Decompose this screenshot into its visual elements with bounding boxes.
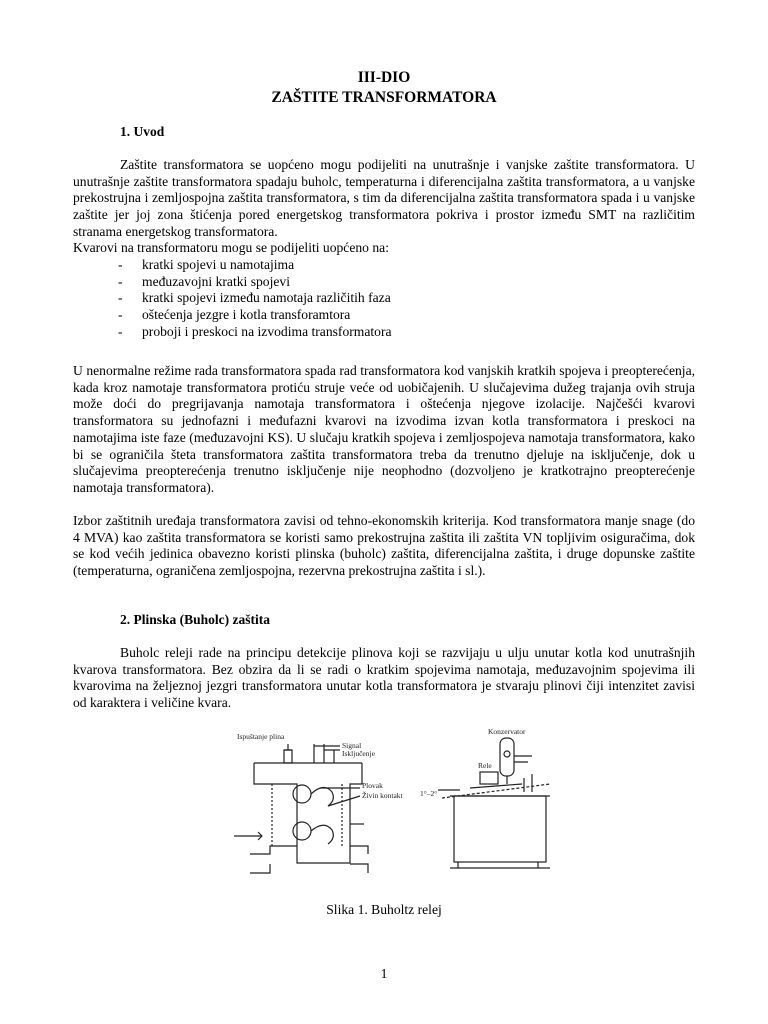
label-mercury-contact: Živin kontakt bbox=[362, 791, 403, 800]
section-heading-buholc: 2. Plinska (Buholc) zaštita bbox=[120, 612, 271, 627]
chapter-title: ZAŠTITE TRANSFORMATORA bbox=[271, 89, 497, 106]
fault-list bbox=[118, 257, 392, 341]
list-item: - proboji i preskoci na izvodima transformatora bbox=[118, 323, 392, 339]
paragraph-device-selection: Izbor zaštitnih uređaja transformatora zavisi od tehno-ekonomskih kriterija. Kod transformatora manje snage (do 4 MVA) kao zaštita transformatora se koristi samo prekostrujna zaštita ili zaštita VN topljivim osiguračima, dok se kod većih jedinica obavezno koristi plinska (buholc) zaštita, diferencijalna zaštita, i druge dopunske zaštite (temperaturna, ograničena zemljospojna, rezervna prekostrujna zaštita i sl.). bbox=[73, 513, 695, 579]
list-item: - kratki spojevi između namotaja različitih faza bbox=[118, 290, 391, 306]
paragraph-faults-intro: Kvarovi na transformatoru mogu se podijeliti uopćeno na: bbox=[73, 240, 389, 255]
list-item: - oštećenja jezgre i kotla transforamtora bbox=[118, 307, 351, 323]
label-relay: Rele bbox=[478, 761, 492, 770]
label-gas-release: Ispuštanje plina bbox=[237, 732, 285, 741]
paragraph-buholc: Buholc releji rade na principu detekcije plinova koji se razvijaju u ulju unutar kotla kod unutrašnjih kvarova transformatora. Bez obzira da li se radi o kratkim spojevima namotaja, međuzavojnim spojevima ili kvarovima na željeznoj jezgri transformatora unutar kotla transformatora je stvaraju plinovi čiji intenzitet zavisi od karaktera i veličine kvara. bbox=[73, 645, 695, 711]
list-item: - međuzavojni kratki spojevi bbox=[118, 273, 290, 289]
label-signal: Signal bbox=[342, 741, 362, 750]
list-item: - kratki spojevi u namotajima bbox=[118, 257, 295, 272]
label-float: Plovak bbox=[362, 781, 383, 790]
label-trip: Isključenje bbox=[342, 749, 375, 758]
label-conservator: Konzervator bbox=[488, 727, 526, 736]
chapter-number: III-DIO bbox=[357, 69, 411, 86]
section-heading-uvod: 1. Uvod bbox=[120, 124, 165, 139]
paragraph-intro: Zaštite transformatora se uopćeno mogu podijeliti na unutrašnje i vanjske zaštite transformatora. U unutrašnje zaštite transformatora spadaju buholc, temperaturna i diferencijalna zaštita transformatora, a u vanjske prekostrujna i zemljospojna zaštita transformatora, s tim da diferencijalna zaštita transformatora spada i u vanjske zaštite jer joj zona štićenja pored energetskog transformatora pokriva i prostor između SMT na različitim stranama energetskog transformatora. bbox=[73, 157, 695, 239]
buchholz-relay-figure bbox=[232, 726, 562, 878]
page-number: 1 bbox=[380, 966, 388, 981]
figure-caption: Slika 1. Buholtz relej bbox=[326, 902, 442, 917]
paragraph-abnormal-modes: U nenormalne režime rada transformatora spada rad transformatora kod vanjskih kratkih spojeva i preopterećenja, kada kroz namotaje transformatora protiću struje veće od uobičajenih. U slučajevima dužeg trajanja ovih struja može doći do pregrijavanja namotaja transformatora i oštećenja njegove izolacije. Najčešći kvarovi transformatora su jednofazni i međufazni kvarovi na izvodima izvan kotla transformatora i preskoci na namotajima iste faze (međuzavojni KS). U slučaju kratkih spojeva i zemljospojeva namotaja transformatora, kako bi se ograničila šteta transformatora zaštita transformatora treba da trenutno djeluje na isključenje, dok u slučajevima preopterećenja trenutno isključenje nije neophodno (dozvoljeno je kratkotrajno preopterećenje namotaja transformatora). bbox=[73, 363, 695, 495]
label-angle: 1°–2° bbox=[420, 789, 438, 798]
